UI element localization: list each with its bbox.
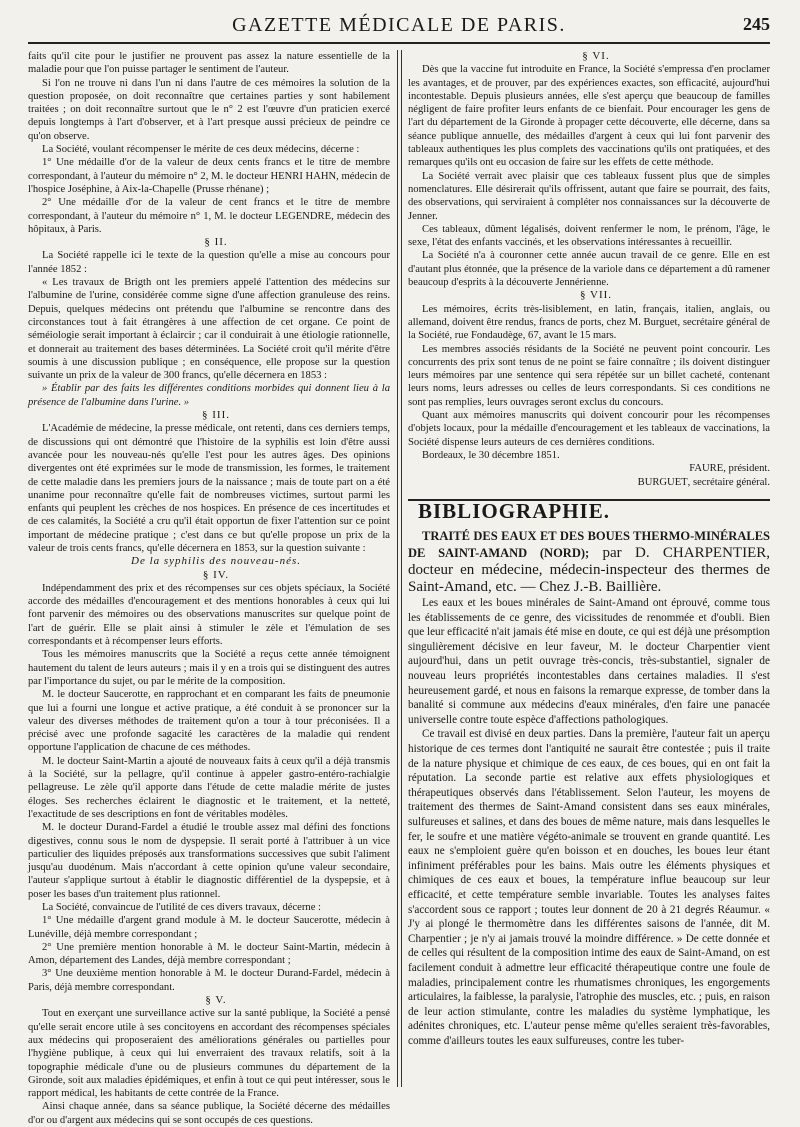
paragraph: Ce travail est divisé en deux parties. Dans la première, l'auteur fait un aperçu historique de ces termes dont l'antiquité ne saurait être contestée ; puis il traite de la nature physique et chimique de ces eaux, de ces boues, qui en ont fait la réputation. La seconde partie est relative aux effets physiologiques et thérapeutiques observés dans l'établissement. Selon l'auteur, les moyens de traitement des thermes de Saint-Amand consistent dans ses eaux minérales, sulfureuses et salines, et dans des boues de même nature, mais dans lesquelles le fer, le soufre et une matière végéto-animale se trouvent en grande quantité. Les eaux ne s'emploient guère qu'en boisson et en douches, les boues leur étant infiniment préférables pour les bains. Mais outre les éléments physiques et chimiques de ces eaux et boues, la température influe beaucoup sur leur efficacité, et cette température semble invariable. Toutes les analyses faites s'accordent sous ce rapport ; toutes leur donnent de 20 à 21 degrés Réaumur. « J'y ai plongé le thermomètre dans les différentes saisons de l'année, dit M. Charpentier ; je n'y ai jamais trouvé la moindre différence. » De cette donnée et de celles qui résultent de la composition intime des eaux de Saint-Amand, on est facilement conduit à admettre leur efficacité thérapeutique contre une foule de maladies, principalement contre les rhumatismes chroniques, les engorgements articulaires, la faiblesse, la paralysie, l'atrophie des muscles, etc. ; puis, en raison de leur action stimulante, contre les maladies du système lymphatique, les adénites chroniques, etc. L'auteur pense même qu'elles seraient très-favorables, comme d'ailleurs toutes les eaux sulfureuses, contre les tuber- [408, 728, 770, 1047]
book-title-author: par D. CHARPENTIER, docteur en médecine, médecin-inspecteur des thermes de Saint-Amand, etc. — Chez J.-B. Baillière. [408, 545, 770, 596]
paragraph: La Société verrait avec plaisir que ces tableaux fussent plus que de simples nomenclatures. Elle désirerait qu'ils offrissent, autant que faire se pourrait, des faits, des observations, qui serviraient à compléter nos connaissances sur la découverte de Jenner. [408, 170, 770, 222]
paragraph: Quant aux mémoires manuscrits qui doivent concourir pour les récompenses d'objets locaux, pour la médaille d'encouragement et les tableaux de vaccinations, la Société dispense leurs auteurs de ces dernières conditions. [408, 410, 770, 448]
page-header [28, 14, 770, 44]
bibliography-heading: BIBLIOGRAPHIE. [418, 498, 610, 523]
paragraph: 2° Une première mention honorable à M. le docteur Saint-Martin, médecin à Amon, département des Landes, déjà membre correspondant ; [28, 941, 390, 967]
paragraph: M. le docteur Durand-Fardel a étudié le trouble assez mal défini des fonctions digestives, connu sous le nom de dyspepsie. Il serait porté à l'attribuer à un vice particulier des liquides préposés aux transformations successives que subit l'aliment jusqu'au duodénum. Mais n'accordant à cette opinion qu'une valeur secondaire, l'auteur s'applique surtout à établir le diagnostic différentiel de la dyspepsie, et à poser les bases d'un traitement plus rationnel. [28, 822, 390, 900]
paragraph: 1° Une médaille d'argent grand module à M. le docteur Saucerotte, médecin à Lunéville, déjà membre correspondant ; [28, 915, 390, 940]
paragraph: 1° Une médaille d'or de la valeur de deux cents francs et le titre de membre correspondant, à l'auteur du mémoire n° 2, M. le docteur HENRI HAHN, médecin de l'hospice Joséphine, à Aix-la-Chapelle (Prusse rhénane) ; [28, 157, 390, 195]
signatory-name: BURGUET [637, 476, 688, 488]
paragraph: La Société, convaincue de l'utilité de ces divers travaux, décerne : [42, 902, 321, 913]
paragraph: Ainsi chaque année, dans sa séance publique, la Société décerne des médailles d'or ou d'argent aux médecins qui se sont occupés de ces questions. [28, 1101, 390, 1126]
section-heading: § VI. [582, 50, 610, 62]
column-divider [397, 50, 398, 1087]
page-number: 245 [743, 14, 770, 34]
signature-line [408, 476, 770, 489]
paragraph: L'Académie de médecine, la presse médicale, ont retenti, dans ces derniers temps, de discussions qui ont démontré que l'histoire de la syphilis est loin d'être aussi avancée pour les nouveau-nés qu'elle l'est pour les autres âges. Des opinions divergentes ont été exprimées sur le mode de transmission, les formes, le traitement de cette maladie dans les premiers jours de la naissance ; mais de toute part on a été unanime pour reconnaître qu'elle fait de nombreuses victimes, surtout parmi les enfants qui peuplent les crèches de nos hospices. En présence de ces incertitudes et de ces calamités, la Société a cru qu'il était opportun de fixer l'attention sur ce point important de médecine pratique ; c'est dans ce but qu'elle propose un prix de la valeur de trois cents francs, qu'elle décernera en 1853, sur la question suivante : [28, 423, 390, 554]
paragraph: Les eaux et les boues minérales de Saint-Amand ont éprouvé, comme tous les établissements de ce genre, des vicissitudes de renommée et d'oubli. Bien que leur efficacité n'ait jamais été mise en doute, ce qui est déjà une présomption singulièrement décisive en leur faveur, M. le docteur Charpentier vient aujourd'hui, dans un petit ouvrage très-concis, très-substantiel, signaler de nouveau leurs propriétés incontestables dans certaines maladies. Il s'est heureusement gardé, et nous en faisons la remarque expresse, de tomber dans la banalité si commune aux médecins d'eaux minérales, d'en faire une panacée universelle contre toute espèce d'affections pathologiques. [408, 597, 770, 726]
paragraph: Tous les mémoires manuscrits que la Société a reçus cette année témoignent hautement du talent de leurs auteurs ; mais il y en a trois qui se distinguent des autres par l'importance du sujet, ou par le mérite de la composition. [28, 649, 390, 687]
paragraph: faits qu'il cite pour le justifier ne prouvent pas assez la nature essentielle de la maladie pour que l'on puisse partager le sentiment de l'auteur. [28, 51, 390, 76]
section-heading: § V. [205, 994, 227, 1007]
section-heading: § IV. [202, 568, 230, 581]
signatures [408, 462, 770, 489]
paragraph: Si l'on ne trouve ni dans l'un ni dans l'autre de ces mémoires la solution de la question proposée, on doit reconnaître que certaines parties y sont habilement traitées ; on doit reconnaître surtout que le n° 2 est l'œuvre d'un praticien exercé depuis longtemps à l'art d'observer, et à l'art presque aussi précieux de peindre ce qu'on observe. [28, 77, 390, 142]
prize-program-continued [408, 50, 770, 462]
paragraph: Ces tableaux, dûment légalisés, doivent renfermer le nom, le prénom, l'âge, le sexe, l'état des enfants vaccinés, et les observations intéressantes à recueillir. [408, 223, 770, 249]
paragraph: Les mémoires, écrits très-lisiblement, en latin, français, italien, anglais, ou allemand, doivent être rendus, francs de ports, chez M. Burguet, secrétaire général de la Société, rue Fondaudège, 67, avant le 15 mars. [408, 303, 770, 342]
paragraph: M. le docteur Saint-Martin a ajouté de nouveaux faits à ceux qu'il a déjà transmis à la Société, sur la pellagre, qu'il continue à appeler gastro-entéro-rachialgie pellagreuse. Le zèle qu'il apporte dans l'étude de cette maladie mérite de justes éloges. Ses recherches éclairent le diagnostic et le traitement, et la netteté, l'exactitude de ses descriptions en font de véritables modèles. [28, 755, 390, 820]
paragraph: 2° Une médaille d'or de la valeur de cent francs et le titre de membre correspondant, à l'auteur du mémoire n° 1, M. le docteur LEGENDRE, médecin des hôpitaux, à Paris. [28, 197, 390, 235]
column-divider [401, 50, 402, 1087]
right-column [408, 50, 770, 1087]
paragraph: M. le docteur Saucerotte, en rapprochant et en comparant les faits de pneumonie que lui a fourni une longue et active pratique, a été conduit à se prononcer sur la valeur des diverses méthodes de traitement qu'on a tour à tour préconisées. Il a précisé avec une profonde sagacité les caractères de la maladie qui rendent opportune l'application de chacune de ces méthodes. [28, 689, 390, 754]
section-heading: § III. [202, 409, 230, 422]
signature-line [408, 462, 770, 475]
paragraph: La Société n'a à couronner cette année aucun travail de ce genre. Elle en est d'autant plus étonnée, que la présence de la variole dans ce département a dû ramener beaucoup d'esprits à la découverte Jennérienne. [408, 250, 770, 289]
left-column [28, 50, 390, 1126]
paragraph: Les membres associés résidants de la Société ne peuvent point concourir. Les concurrents des prix sont tenus de ne point se faire connaître ; ils doivent distinguer leurs mémoires par une sentence qui sera répétée sur un billet cacheté, contenant leurs noms, leurs adresses ou celles de leurs correspondants. Si ces conditions ne sont pas remplies, leurs ouvrages seront exclus du concours. [408, 343, 770, 408]
paragraph: « Les travaux de Brigth ont les premiers appelé l'attention des médecins sur l'albumine de l'urine, considérée comme signe d'une affection granuleuse des reins. Depuis, quelques médecins ont prétendu que l'albumine se rencontre dans des circonstances tout à fait étrangères à une affection de cet organe. Ce point de séméiologie serait important à éclaircir ; car il conduirait à une étiologie rationnelle, et donnerait au traitement des bases déterminées. La Société croit qu'il mérite d'être soumis à une discussion publique ; en conséquence, elle propose sur la question suivante un prix de la valeur de 300 francs, qu'elle décernera en 1853 : [28, 277, 390, 382]
book-title [408, 528, 770, 596]
paragraph: Bordeaux, le 30 décembre 1851. [422, 449, 560, 461]
section-heading: § II. [204, 236, 228, 249]
paragraph: La Société, voulant récompenser le mérite de ces deux médecins, décerne : [42, 144, 360, 156]
section-heading: De la syphilis des nouveau-nés. [131, 555, 301, 568]
book-title-caps: TRAITÉ DES EAUX ET DES BOUES THERMO-MINÉRALES DE SAINT-AMAND (NORD); [408, 529, 770, 561]
book-review-body [408, 596, 770, 1048]
journal-title: GAZETTE MÉDICALE DE PARIS. [232, 14, 566, 36]
section-heading: § VII. [579, 289, 613, 302]
paragraph: 3° Une deuxième mention honorable à M. le docteur Durand-Fardel, médecin à Paris, déjà membre correspondant. [28, 968, 390, 993]
signatory-role: , secrétaire général. [687, 476, 770, 488]
paragraph: La Société rappelle ici le texte de la question qu'elle a mise au concours pour l'année 1852 : [28, 250, 390, 275]
signatory-name: FAURE [689, 463, 724, 475]
signatory-role: , président. [723, 463, 770, 475]
paragraph: » Établir par des faits les différentes conditions morbides qui donnent lieu à la présence de l'albumine dans l'urine. » [28, 383, 390, 408]
paragraph: Tout en exerçant une surveillance active sur la santé publique, la Société a pensé qu'elle serait encore utile à ses concitoyens en accordant des récompenses spéciales aux médecins qui proposeraient des améliorations générales ou partielles pour l'hygiène publique, à ceux qui lui enverraient des travaux relatifs, soit à la topographie médicale d'une ou de plusieurs communes du département de la Gironde, soit aux maladies épidémiques, et enfin à tout ce qui peut intéresser, sous le rapport médical, les habitants de cette contrée de la France. [28, 1008, 390, 1100]
paragraph: Indépendamment des prix et des récompenses sur ces objets spéciaux, la Société accorde des médailles d'encouragement et des mentions honorables à ceux qui lui font parvenir des mémoires ou des observations manuscrites sur quelque point de l'art de guérir. Elle se plait ainsi à stimuler le zèle et l'émulation de ses correspondants et à récompenser leurs efforts. [28, 582, 390, 648]
paragraph: Dès que la vaccine fut introduite en France, la Société s'empressa d'en proclamer les avantages, et de prouver, par des expériences exactes, son efficacité, aujourd'hui incontestable. Depuis plusieurs années, elle s'est aperçu que beaucoup de familles négligent de faire profiter leurs enfants de ce bienfait. Pour encourager les gens de l'art du département de la Gironde à propager cette découverte, elle décerne, dans sa séance publique annuelle, des médailles d'argent à ceux qui lui font parvenir des tableaux authentiques les plus complets des vaccinations qu'ils ont pratiquées, et des remarques qu'ils ont eu occasion de faire sur les effets de cette méthode. [408, 64, 770, 169]
